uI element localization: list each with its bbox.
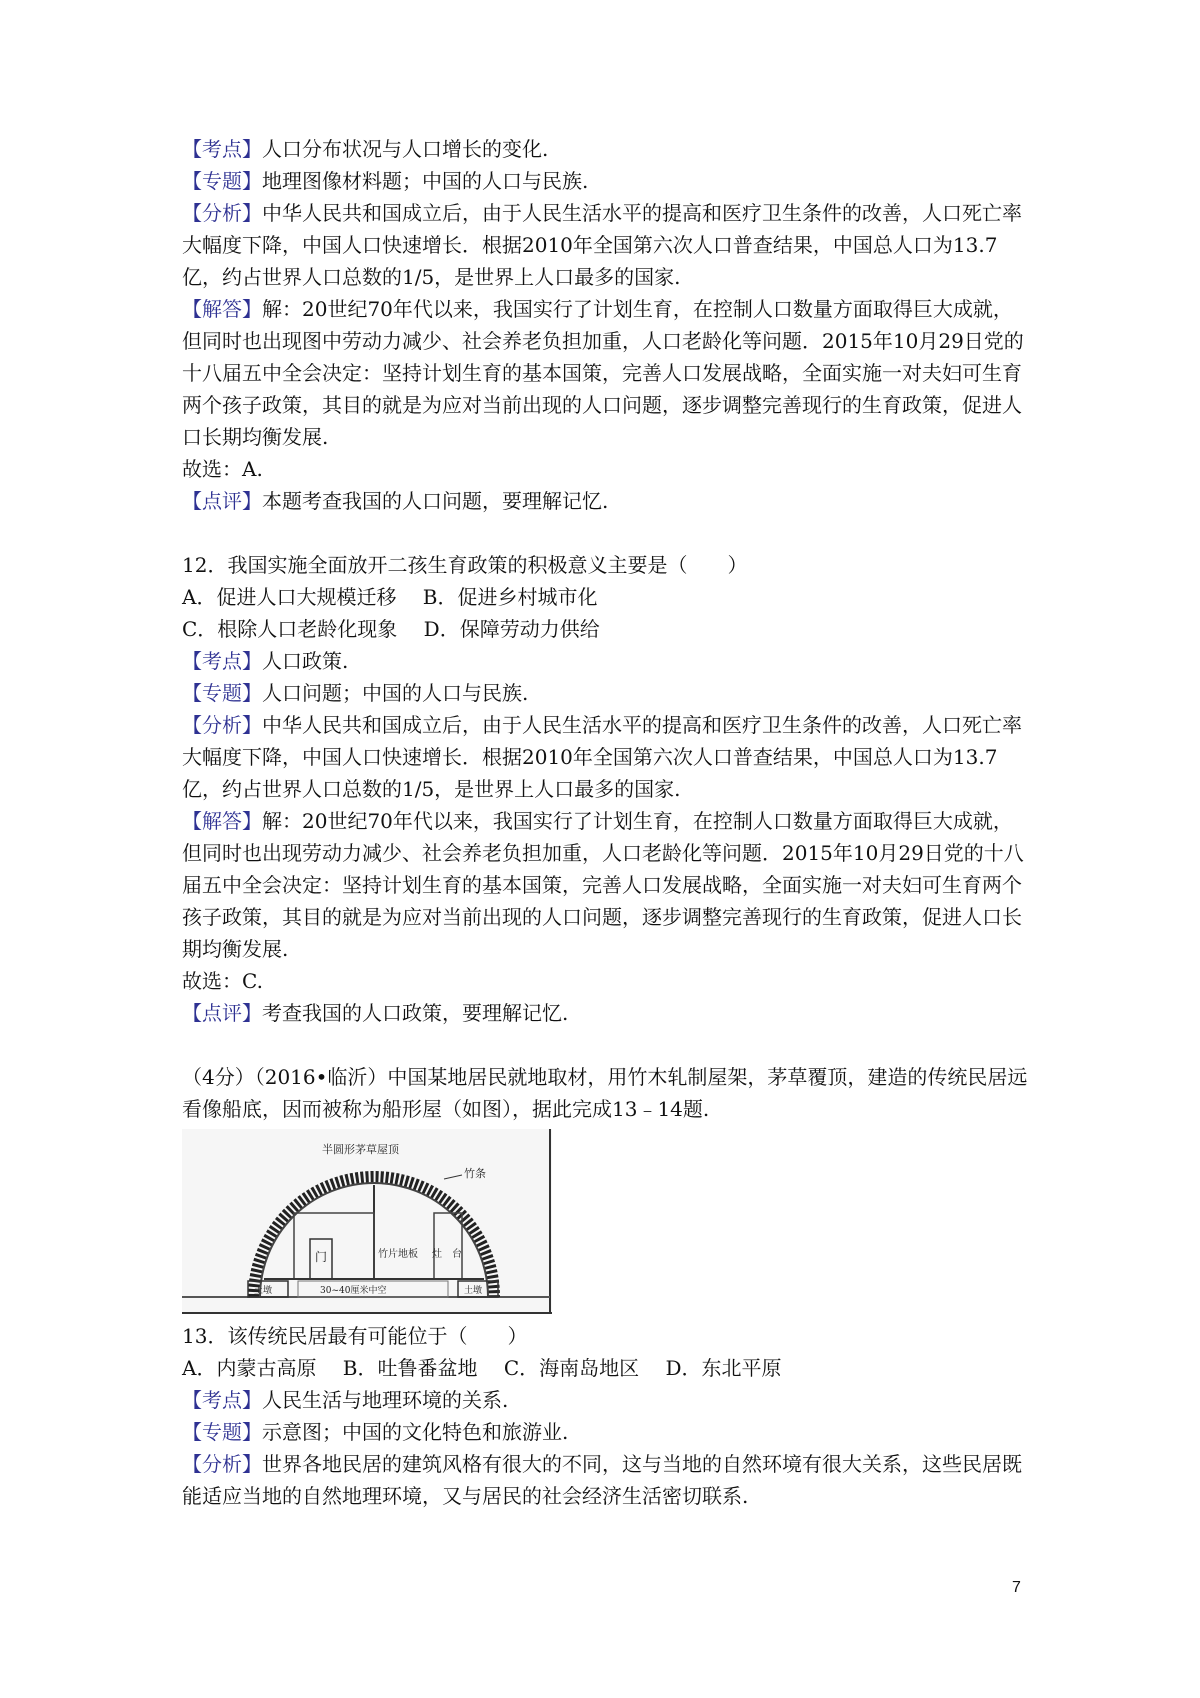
zhuanti-text: 地理图像材料题；中国的人口与民族. bbox=[262, 169, 589, 193]
q12-fenxi bbox=[182, 709, 1032, 805]
kaodian-text: 人口分布状况与人口增长的变化. bbox=[262, 137, 549, 161]
floor-label: 竹片地板 bbox=[378, 1249, 418, 1260]
q13-14-intro: （4分）（2016•临沂）中国某地居民就地取材，用竹木轧制屋架，茅草覆顶，建造的传统民居远看像船底，因而被称为船形屋（如图），据此完成13﹣14题. bbox=[182, 1065, 1028, 1121]
q13-fenxi bbox=[182, 1448, 1032, 1512]
right-soil-label: 土墩 bbox=[464, 1286, 483, 1296]
jieda-tag: 【解答】 bbox=[182, 809, 262, 833]
q12-answer: 故选：C. bbox=[182, 969, 263, 993]
kaodian-tag: 【考点】 bbox=[182, 649, 262, 673]
zhuanti-tag: 【专题】 bbox=[182, 169, 262, 193]
page-content bbox=[182, 133, 1032, 1512]
page-number: 7 bbox=[1012, 1579, 1021, 1596]
zhuanti-text: 示意图；中国的文化特色和旅游业. bbox=[262, 1420, 569, 1444]
kaodian-tag: 【考点】 bbox=[182, 1388, 262, 1412]
fenxi-tag: 【分析】 bbox=[182, 201, 262, 225]
fenxi-tag: 【分析】 bbox=[182, 1452, 262, 1476]
bamboo-label: 竹条 bbox=[464, 1167, 486, 1180]
q12-options-cd: C．根除人口老龄化现象 D．保障劳动力供给 bbox=[182, 617, 600, 641]
zhuanti-text: 人口问题；中国的人口与民族. bbox=[262, 681, 529, 705]
zhuanti-tag: 【专题】 bbox=[182, 1420, 262, 1444]
jieda-text: 解：20世纪70年代以来，我国实行了计划生育，在控制人口数量方面取得巨大成就，但同时也出现劳动力减少、社会养老负担加重，人口老龄化等问题．2015年10月29日党的十八届五中全会决定：坚持计划生育的基本国策，完善人口发展战略，全面实施一对夫妇可生育两个孩子政策，其目的就是为应对当前出现的人口问题，逐步调整完善现行的生育政策，促进人口长期均衡发展. bbox=[182, 809, 1024, 961]
q11-kaodian bbox=[182, 133, 1032, 165]
boat-house-diagram bbox=[182, 1129, 552, 1314]
q13-stem: 13．该传统民居最有可能位于（ ） bbox=[182, 1324, 528, 1348]
fenxi-text: 中华人民共和国成立后，由于人民生活水平的提高和医疗卫生条件的改善，人口死亡率大幅度下降，中国人口快速增长．根据2010年全国第六次人口普查结果，中国总人口为13.7亿，约占世界人口总数的1/5，是世界上人口最多的国家. bbox=[182, 713, 1022, 801]
roof-label: 半圆形茅草屋顶 bbox=[322, 1143, 399, 1156]
q13-kaodian bbox=[182, 1384, 1032, 1416]
spacer bbox=[182, 1029, 1032, 1061]
boat-house-figure bbox=[182, 1129, 552, 1314]
kaodian-text: 人民生活与地理环境的关系. bbox=[262, 1388, 509, 1412]
stove-label: 灶 台 bbox=[432, 1249, 462, 1260]
dianping-text: 本题考查我国的人口问题，要理解记忆. bbox=[262, 489, 609, 513]
spacer bbox=[182, 517, 1032, 549]
q13-options: A．内蒙古高原 B．吐鲁番盆地 C．海南岛地区 D．东北平原 bbox=[182, 1356, 782, 1380]
fenxi-tag: 【分析】 bbox=[182, 713, 262, 737]
q12-zhuanti bbox=[182, 677, 1032, 709]
kaodian-text: 人口政策. bbox=[262, 649, 349, 673]
q12-dianping bbox=[182, 997, 1032, 1029]
q12-stem: 12．我国实施全面放开二孩生育政策的积极意义主要是（ ） bbox=[182, 553, 748, 577]
door-label: 门 bbox=[315, 1250, 328, 1264]
gap-label: 30~40厘米中空 bbox=[320, 1286, 387, 1296]
jieda-text: 解：20世纪70年代以来，我国实行了计划生育，在控制人口数量方面取得巨大成就，但同时也出现图中劳动力减少、社会养老负担加重，人口老龄化等问题．2015年10月29日党的十八届五中全会决定：坚持计划生育的基本国策，完善人口发展战略，全面实施一对夫妇可生育两个孩子政策，其目的就是为应对当前出现的人口问题，逐步调整完善现行的生育政策，促进人口长期均衡发展. bbox=[182, 297, 1024, 449]
dianping-tag: 【点评】 bbox=[182, 489, 262, 513]
q12-kaodian bbox=[182, 645, 1032, 677]
q11-zhuanti bbox=[182, 165, 1032, 197]
q12-jieda bbox=[182, 805, 1032, 965]
dianping-text: 考查我国的人口政策，要理解记忆. bbox=[262, 1001, 569, 1025]
q11-jieda bbox=[182, 293, 1032, 453]
q11-fenxi bbox=[182, 197, 1032, 293]
zhuanti-tag: 【专题】 bbox=[182, 681, 262, 705]
q11-answer: 故选：A. bbox=[182, 457, 263, 481]
q13-zhuanti bbox=[182, 1416, 1032, 1448]
fenxi-text: 世界各地民居的建筑风格有很大的不同，这与当地的自然环境有很大关系，这些民居既能适应当地的自然地理环境，又与居民的社会经济生活密切联系. bbox=[182, 1452, 1022, 1508]
dianping-tag: 【点评】 bbox=[182, 1001, 262, 1025]
kaodian-tag: 【考点】 bbox=[182, 137, 262, 161]
q12-options-ab: A．促进人口大规模迁移 B．促进乡村城市化 bbox=[182, 585, 598, 609]
fenxi-text: 中华人民共和国成立后，由于人民生活水平的提高和医疗卫生条件的改善，人口死亡率大幅度下降，中国人口快速增长．根据2010年全国第六次人口普查结果，中国总人口为13.7亿，约占世界人口总数的1/5，是世界上人口最多的国家. bbox=[182, 201, 1022, 289]
left-soil-label: 土墩 bbox=[254, 1286, 273, 1296]
q11-dianping bbox=[182, 485, 1032, 517]
jieda-tag: 【解答】 bbox=[182, 297, 262, 321]
